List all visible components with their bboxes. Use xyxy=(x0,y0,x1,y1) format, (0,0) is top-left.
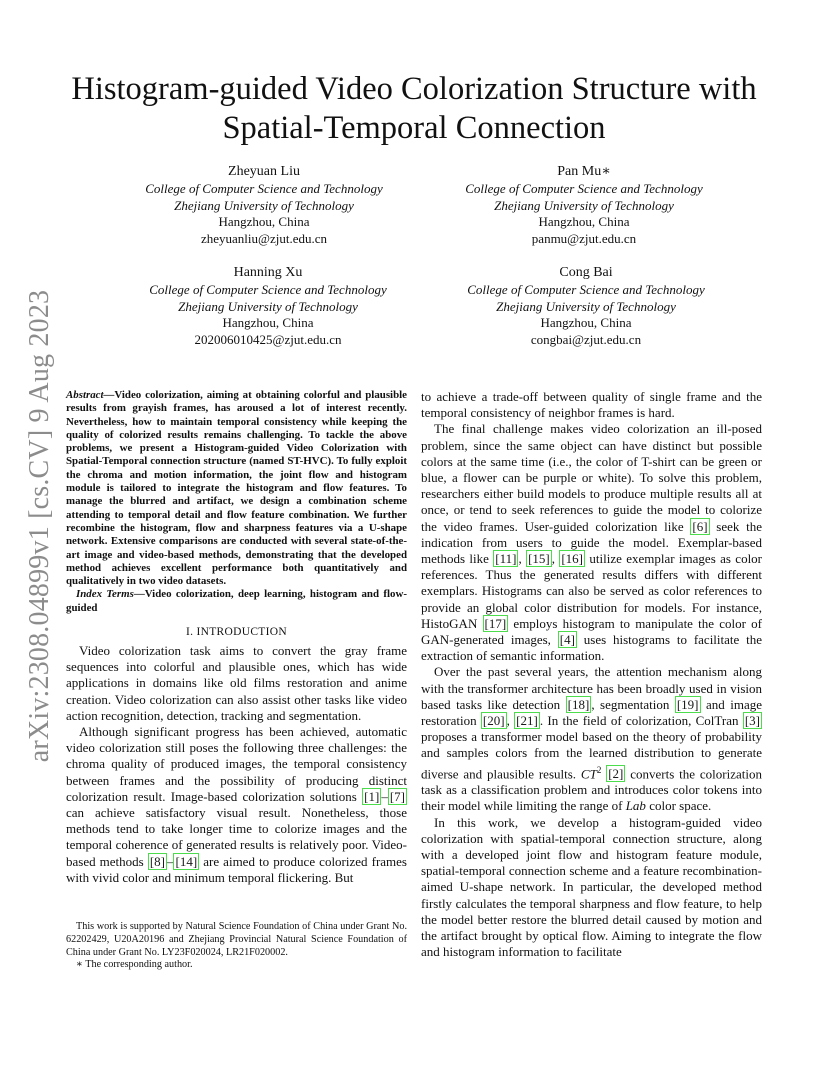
citation-link[interactable]: [4] xyxy=(559,632,575,648)
author-email[interactable]: panmu@zjut.edu.cn xyxy=(531,231,637,247)
author-city: Hangzhou, China xyxy=(538,214,630,230)
author-dept: College of Computer Science and Technology xyxy=(467,281,705,297)
citation-link[interactable]: [1] xyxy=(364,788,380,804)
author-city: Hangzhou, China xyxy=(540,315,632,331)
paragraph: Over the past several years, the attention mechanism along with the transformer architecture has been broadly used in vision based tasks like detection [18] , segmentation [19] and image restoration [20] , [21] . In the field of colorization, ColTran [3] proposes a transformer model based on the theory of probability and samples colors from the learned distribution to generate diverse and plausible results. $CT^2$ [2] converts the colorization task as a classification problem and introduces color tokens into their model while limiting the range of Lab color space. xyxy=(421,664,762,814)
author-city: Hangzhou, China xyxy=(218,214,310,230)
lab-colorspace: Lab xyxy=(625,798,646,814)
author-dept: College of Computer Science and Technology xyxy=(465,180,703,196)
author-block-1 xyxy=(84,164,444,248)
author-email[interactable]: 202006010425@zjut.edu.cn xyxy=(194,332,342,348)
author-block-2 xyxy=(404,164,764,248)
corresponding-note: ∗ The corresponding author. xyxy=(76,959,193,971)
citation-link[interactable]: [15] xyxy=(528,551,550,567)
right-column xyxy=(421,389,762,960)
abstract-label: Abstract— xyxy=(66,389,115,401)
citation-link[interactable]: [17] xyxy=(484,615,507,631)
paragraph: The final challenge makes video colorization an ill-posed problem, since the same object can have distinct but possible colors at the same time (i.e., the color of T-shirt can be green or blue, a flower can be purple or white). To solve this problem, researchers either build models to produce multiple results all at once, or tend to seek references to guide the model to colorize the video frames. User-guided colorization like [6] seek the indication from users to guide the model. Exemplar-based methods like [11] , [15] , [16] utilize exemplar images as color references. Thus the generated results differs with different exemplars. Histograms can also be served as color references to provide an global color distribution for models. For instance, HistoGAN [17] employs histogram to manipulate the color of GAN-generated images, [4] uses histograms to facilitate the extraction of semantic information. xyxy=(421,421,763,664)
citation-link[interactable]: [19] xyxy=(676,696,699,712)
index-terms-label: Index Terms xyxy=(76,588,134,601)
author-univ: Zhejiang University of Technology xyxy=(494,197,674,213)
author-email[interactable]: congbai@zjut.edu.cn xyxy=(530,332,642,348)
author-univ: Zhejiang University of Technology xyxy=(174,197,354,213)
citation-link[interactable]: [18] xyxy=(567,696,590,712)
author-block-3 xyxy=(88,265,448,349)
author-block-4 xyxy=(406,265,766,349)
citation-link[interactable]: [16] xyxy=(561,551,584,567)
section-heading: I. INTRODUCTION xyxy=(186,626,287,639)
author-email[interactable]: zheyuanliu@zjut.edu.cn xyxy=(200,231,328,247)
citation-link[interactable]: [11] xyxy=(495,551,517,567)
ct2-model-name: CT xyxy=(580,766,597,781)
author-name: Pan Mu∗ xyxy=(557,164,611,179)
author-city: Hangzhou, China xyxy=(222,315,314,331)
citation-link[interactable]: [7] xyxy=(389,788,405,804)
paragraph: Although significant progress has been achieved, automatic video colorization still poses the following three challenges: the chroma quality of produced images, the temporal consistency between frames and the possibility of producing distinct colorization result. Image-based colorization solutions [1] – [7] can achieve satisfactory visual result. Nonetheless, those methods tend to take longer time to colorize images and the temporal coherence of generated results is relatively poor. Video-based methods [8] – [14] are aimed to produce colorized frames with vivid color and minimum temporal flickering. But xyxy=(66,724,407,885)
citation-link[interactable]: [14] xyxy=(175,853,198,869)
citation-link[interactable]: [8] xyxy=(149,853,165,869)
citation-link[interactable]: [2] xyxy=(608,766,624,781)
author-univ: Zhejiang University of Technology xyxy=(496,298,676,314)
funding-note: This work is supported by Natural Science Foundation of China under Grant No. 62202429, U20A20196 and Zhejiang Provincial Natural Science Foundation of China under Grant No. LY23F020024, LR21F020002. xyxy=(66,921,407,958)
footnote xyxy=(66,921,407,972)
author-dept: College of Computer Science and Technology xyxy=(145,180,383,196)
paper-title: Histogram-guided Video Colorization Structure with Spatial-Temporal Connection xyxy=(71,71,757,146)
index-terms-text: —Video colorization, deep learning, histogram and flow-guided xyxy=(66,588,407,614)
author-dept: College of Computer Science and Technology xyxy=(149,281,387,297)
paragraph: In this work, we develop a histogram-guided video colorization with spatial-temporal connection structure, along with a developed joint flow and histogram feature module, spatial-temporal connection scheme and a feature recombination-aimed U-shape network. In particular, the developed method firstly calculates the temporal sharpness and flow feature, to help the model better restore the blurred detail caused by motion and the artifact brought by optical flow. Aiming to integrate the flow and histogram information to facilitate xyxy=(421,814,762,960)
author-name: Hanning Xu xyxy=(233,265,303,280)
citation-link[interactable]: [6] xyxy=(692,518,708,534)
paragraph: Video colorization task aims to convert the gray frame sequences into colorful and plausible ones, which has wide applications in domains like old films restoration and anime creation. Video colorization can also assist other tasks like video action recognition, detection, tracking and segmentation. xyxy=(66,643,407,723)
abstract-text: Video colorization, aiming at obtaining colorful and plausible results from grayish frames, has aroused a lot of interest recently. Nevertheless, how to maintain temporal consistency while keeping the quality of colorized results remains challenging. To tackle the above problems, we present a Histogram-guided Video Colorization with Spatial-Temporal connection structure (named ST-HVC). To fully exploit the chroma and motion information, the joint flow and histogram module is tailored to integrate the histogram and flow features. To manage the blurred and artifact, we design a combination scheme attending to temporal detail and flow feature combination. We further recombine the histogram, flow and sharpness features via a U-shape network. Extensive comparisons are conducted with several state-of-the-art image and video-based methods, demonstrating that the developed method achieves excellent performance both quantitatively and qualitatively in two video datasets. xyxy=(66,389,407,588)
left-column xyxy=(66,389,407,886)
citation-link[interactable]: [21] xyxy=(516,713,538,729)
arxiv-stamp: arXiv:2308.04899v1 [cs.CV] 9 Aug 2023 xyxy=(24,289,55,763)
citation-link[interactable]: [3] xyxy=(744,713,760,729)
author-univ: Zhejiang University of Technology xyxy=(178,298,358,314)
author-name: Cong Bai xyxy=(559,265,613,280)
citation-link[interactable]: [20] xyxy=(482,713,505,729)
index-terms xyxy=(66,588,407,615)
paragraph: to achieve a trade-off between quality of single frame and the temporal consistency of neighbor frames is hard. xyxy=(421,389,762,421)
author-name: Zheyuan Liu xyxy=(228,164,300,179)
abstract xyxy=(66,389,407,588)
